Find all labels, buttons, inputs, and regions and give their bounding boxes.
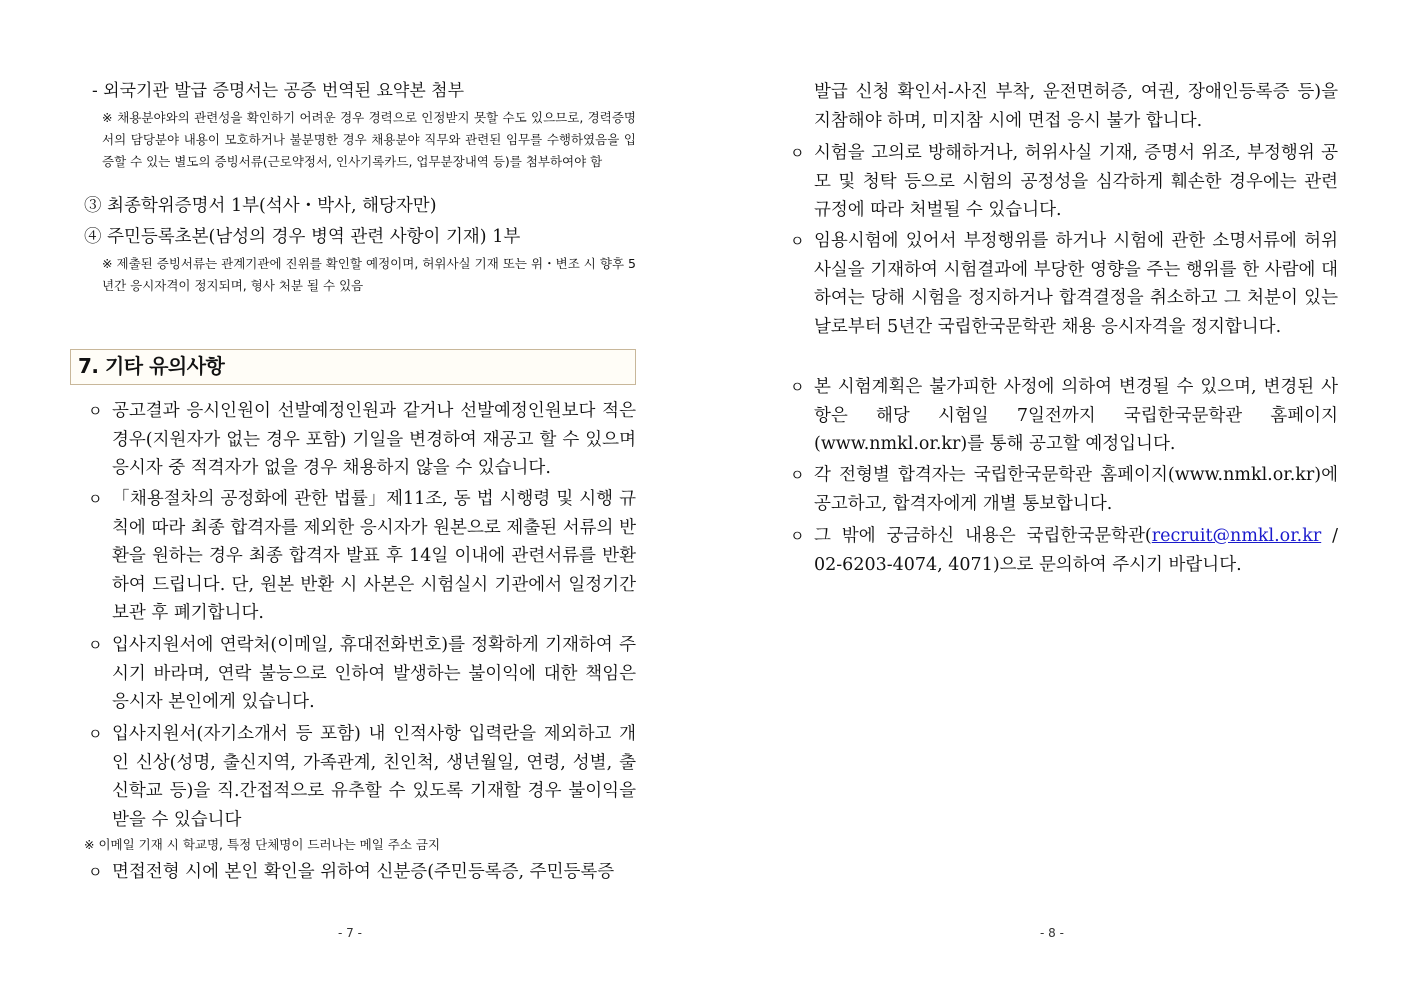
continuation-body: 발급 신청 확인서-사진 부착, 운전면허증, 여권, 장애인등록증 등)을 지참해야 하며, 미지참 시에 면접 응시 불가 합니다. xyxy=(814,82,1338,131)
bullet-symbol: ㅇ xyxy=(88,636,103,654)
bullet-text: 입사지원서에 연락처(이메일, 휴대전화번호)를 정확하게 기재하여 주시기 바라며, 연락 불능으로 인하여 발생하는 불이익에 대한 책임은 응시자 본인에게 있습니다. xyxy=(112,635,636,713)
bullet-item xyxy=(88,720,636,834)
recruit-email-link[interactable]: recruit@nmkl.or.kr xyxy=(1151,526,1322,546)
bullet-symbol: ㅇ xyxy=(790,144,805,162)
career-note xyxy=(84,107,636,173)
bullet-item xyxy=(790,461,1338,518)
bullet-symbol: ㅇ xyxy=(88,402,103,420)
contact-text xyxy=(790,522,1338,579)
bullet-item xyxy=(88,858,636,887)
bullet-item xyxy=(88,631,636,717)
bullet-text: 본 시험계획은 불가피한 사정에 의하여 변경될 수 있으며, 변경된 사항은 해당 시험일 7일전까지 국립한국문학관 홈페이지 (www.nmkl.or.kr)를 통해 공고할 예정입니다. xyxy=(814,377,1338,455)
section-title: 7. 기타 유의사항 xyxy=(70,349,636,385)
bullet-item xyxy=(790,522,1338,579)
bullet-item xyxy=(790,373,1338,459)
bullet-symbol: ㅇ xyxy=(790,466,805,484)
bullet-text: 임용시험에 있어서 부정행위를 하거나 시험에 관한 소명서류에 허위사실을 기재하여 시험결과에 부당한 영향을 주는 행위를 한 사람에 대하여는 당해 시험을 정지하거나 합격결정을 취소하고 그 처분이 있는 날로부터 5년간 국립한국문학관 채용 응시자격을 정지합니다. xyxy=(814,231,1338,337)
bullet-symbol: ㅇ xyxy=(790,527,805,545)
resident-register-item: ④ 주민등록초본(남성의 경우 병역 관련 사항이 기재) 1부 xyxy=(84,227,521,247)
continuation-text xyxy=(790,78,1338,135)
bullet-symbol: ㅇ xyxy=(88,863,103,881)
page-number-right: - 8 - xyxy=(1040,926,1064,940)
bullet-text: 각 전형별 합격자는 국립한국문학관 홈페이지(www.nmkl.or.kr)에 공고하고, 합격자에게 개별 통보합니다. xyxy=(814,465,1338,514)
bullet-symbol: ㅇ xyxy=(88,725,103,743)
bullet-symbol: ㅇ xyxy=(790,232,805,250)
bullet-text: 면접전형 시에 본인 확인을 위하여 신분증(주민등록증, 주민등록증 xyxy=(112,862,615,882)
bullet-text: 입사지원서(자기소개서 등 포함) 내 인적사항 입력란을 제외하고 개인 신상(성명, 출신지역, 가족관계, 친인척, 생년월일, 연령, 성별, 출신학교 등)을 직.간접적으로 유추할 수 있도록 기재할 경우 불이익을 받을 수 있습니다 xyxy=(112,724,636,830)
verification-note xyxy=(84,253,636,297)
contact-text-post: / 02-6203-4074, 4071)으로 문의하여 주시기 바랍니다. xyxy=(814,526,1338,575)
bullet-item xyxy=(88,397,636,483)
contact-text-pre: 그 밖에 궁금하신 내용은 국립한국문학관( xyxy=(814,526,1152,546)
bullet-item xyxy=(88,485,636,628)
bullet-text: 시험을 고의로 방해하거나, 허위사실 기재, 증명서 위조, 부정행위 공모 및 청탁 등으로 시험의 공정성을 심각하게 훼손한 경우에는 관련 규정에 따라 처벌될 수 있습니다. xyxy=(814,143,1338,221)
bullet-item xyxy=(790,227,1338,341)
bullet-text: 「채용절차의 공정화에 관한 법률」제11조, 동 법 시행령 및 시행 규칙에 따라 최종 합격자를 제외한 응시자가 원본으로 제출된 서류의 반환을 원하는 경우 최종 합격자 발표 후 14일 이내에 관련서류를 반환하여 드립니다. 단, 원본 반환 시 사본은 시험실시 기관에서 일정기간 보관 후 폐기합니다. xyxy=(112,489,636,624)
bullet-symbol: ㅇ xyxy=(88,490,103,508)
verification-note-text: ※ 제출된 증빙서류는 관계기관에 진위를 확인할 예정이며, 허위사실 기재 또는 위・변조 시 향후 5년간 응시자격이 정지되며, 형사 처분 될 수 있음 xyxy=(102,256,636,293)
email-note: ※ 이메일 기재 시 학교명, 특정 단체명이 드러나는 메일 주소 금지 xyxy=(84,837,441,852)
bullet-item xyxy=(790,139,1338,225)
bullet-text: 공고결과 응시인원이 선발예정인원과 같거나 선발예정인원보다 적은 경우(지원자가 없는 경우 포함) 기일을 변경하여 재공고 할 수 있으며 응시자 중 적격자가 없을 경우 채용하지 않을 수 있습니다. xyxy=(112,401,636,479)
degree-certificate-item: ③ 최종학위증명서 1부(석사・박사, 해당자만) xyxy=(84,196,437,216)
career-note-text: ※ 채용분야와의 관련성을 확인하기 어려운 경우 경력으로 인정받지 못할 수도 있으므로, 경력증명서의 담당분야 내용이 모호하거나 불분명한 경우 채용분야 직무와 관련된 임무를 수행하였음을 입증할 수 있는 별도의 증빙서류(근로약정서, 인사기록카드, 업무분장내역 등)를 첨부하여야 함 xyxy=(102,110,636,169)
foreign-certificate-line: - 외국기관 발급 증명서는 공증 번역된 요약본 첨부 xyxy=(92,81,465,101)
page-number-left: - 7 - xyxy=(338,926,362,940)
bullet-symbol: ㅇ xyxy=(790,378,805,396)
